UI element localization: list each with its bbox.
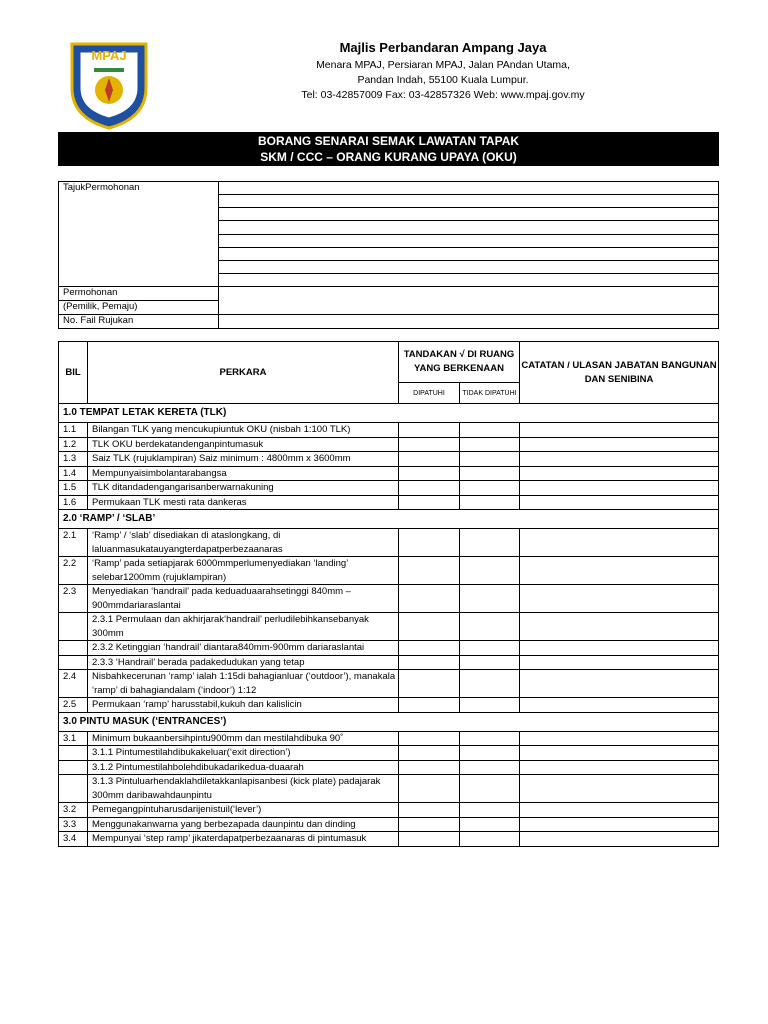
tidak-dipatuhi-cell[interactable] — [460, 775, 520, 803]
catatan-cell[interactable] — [520, 613, 719, 641]
catatan-cell[interactable] — [520, 529, 719, 557]
row-item: Mempunyai ‘step ramp’ jikaterdapatperbezaanaras di pintumasuk — [88, 832, 399, 847]
table-row — [59, 775, 719, 803]
row-item: 3.1.3 Pintuluarhendaklahdiletakkanlapisanbesi (kick plate) padajarak 300mm daribawahdaunpintu — [88, 775, 399, 803]
row-number: 1.4 — [59, 466, 88, 481]
tajuk-line[interactable] — [219, 273, 719, 286]
tidak-dipatuhi-cell[interactable] — [460, 613, 520, 641]
row-number: 2.1 — [59, 529, 88, 557]
tidak-dipatuhi-cell[interactable] — [460, 452, 520, 467]
dipatuhi-cell[interactable] — [399, 760, 460, 775]
catatan-cell[interactable] — [520, 557, 719, 585]
catatan-cell[interactable] — [520, 655, 719, 670]
table-row — [59, 698, 719, 713]
table-row — [59, 746, 719, 761]
table-row — [59, 557, 719, 585]
section-title: 3.0 PINTU MASUK (‘ENTRANCES’) — [59, 712, 719, 731]
label-fail: No. Fail Rujukan — [59, 315, 219, 329]
row-item: Nisbahkecerunan ‘ramp’ ialah 1:15di bahagianluar (‘outdoor’), manakala ‘ramp’ di bahagiandalam (‘indoor’) 1:12 — [88, 670, 399, 698]
dipatuhi-cell[interactable] — [399, 437, 460, 452]
col-tandakan: TANDAKAN √ DI RUANG YANG BERKENAAN — [399, 342, 520, 383]
tidak-dipatuhi-cell[interactable] — [460, 760, 520, 775]
dipatuhi-cell[interactable] — [399, 731, 460, 746]
tajuk-line[interactable] — [219, 182, 719, 195]
row-number — [59, 655, 88, 670]
tidak-dipatuhi-cell[interactable] — [460, 832, 520, 847]
dipatuhi-cell[interactable] — [399, 613, 460, 641]
label-tajuk: TajukPermohonan — [59, 182, 219, 287]
row-number: 3.2 — [59, 803, 88, 818]
row-item: Permukaan ‘ramp’ harusstabil,kukuh dan kalislicin — [88, 698, 399, 713]
form-title-line-1: BORANG SENARAI SEMAK LAWATAN TAPAK — [257, 134, 520, 148]
tidak-dipatuhi-cell[interactable] — [460, 698, 520, 713]
dipatuhi-cell[interactable] — [399, 803, 460, 818]
dipatuhi-cell[interactable] — [399, 452, 460, 467]
row-item: TLK OKU berdekatandenganpintumasuk — [88, 437, 399, 452]
row-number: 2.5 — [59, 698, 88, 713]
address-line-1: Menara MPAJ, Persiaran MPAJ, Jalan PAndan Utama, — [316, 59, 570, 71]
tidak-dipatuhi-cell[interactable] — [460, 466, 520, 481]
dipatuhi-cell[interactable] — [399, 557, 460, 585]
catatan-cell[interactable] — [520, 803, 719, 818]
dipatuhi-cell[interactable] — [399, 423, 460, 438]
row-item: 2.3.3 ‘Handrail’ berada padakedudukan yang tetap — [88, 655, 399, 670]
table-row — [59, 452, 719, 467]
tidak-dipatuhi-cell[interactable] — [460, 423, 520, 438]
row-number: 1.6 — [59, 495, 88, 510]
tajuk-line[interactable] — [219, 260, 719, 273]
tajuk-line[interactable] — [219, 221, 719, 234]
logo-text: MPAJ — [91, 48, 127, 63]
row-item: Minimum bukaanbersihpintu900mm dan mestilahdibuka 90˚ — [88, 731, 399, 746]
label-pemohon-sub: (Pemilik, Pemaju) — [59, 301, 219, 315]
table-row — [59, 613, 719, 641]
tidak-dipatuhi-cell[interactable] — [460, 641, 520, 656]
row-item: 3.1.1 Pintumestilahdibukakeluar(‘exit direction’) — [88, 746, 399, 761]
col-dipatuhi: DIPATUHI — [399, 383, 460, 404]
catatan-cell[interactable] — [520, 641, 719, 656]
tidak-dipatuhi-cell[interactable] — [460, 529, 520, 557]
row-item: TLK ditandadengangarisanberwarnakuning — [88, 481, 399, 496]
row-item: 2.3.1 Permulaan dan akhirjarak‘handrail’ perludilebihkansebanyak 300mm — [88, 613, 399, 641]
application-info-table — [58, 181, 719, 329]
tajuk-line[interactable] — [219, 247, 719, 260]
checklist-table — [58, 341, 719, 847]
row-number — [59, 775, 88, 803]
catatan-cell[interactable] — [520, 698, 719, 713]
col-catatan: CATATAN / ULASAN JABATAN BANGUNAN DAN SENIBINA — [520, 342, 719, 404]
catatan-cell[interactable] — [520, 437, 719, 452]
row-item: Menyediakan ‘handrail’ pada keduaduaarahsetinggi 840mm – 900mmdariaraslantai — [88, 585, 399, 613]
section-header — [59, 510, 719, 529]
tidak-dipatuhi-cell[interactable] — [460, 495, 520, 510]
table-row — [59, 670, 719, 698]
table-row — [59, 817, 719, 832]
row-item: 3.1.2 Pintumestilahbolehdibukadarikedua-duaarah — [88, 760, 399, 775]
tidak-dipatuhi-cell[interactable] — [460, 437, 520, 452]
mpaj-logo — [64, 38, 154, 130]
row-item: ‘Ramp’ pada setiapjarak 6000mmperlumenyediakan ‘landing’ selebar1200mm (rujuklampiran) — [88, 557, 399, 585]
section-header — [59, 712, 719, 731]
col-perkara: PERKARA — [88, 342, 399, 404]
row-item: Mempunyaisimbolantarabangsa — [88, 466, 399, 481]
row-number — [59, 746, 88, 761]
catatan-cell[interactable] — [520, 495, 719, 510]
dipatuhi-cell[interactable] — [399, 746, 460, 761]
row-item: Pemegangpintuharusdarijenistuil(‘lever’) — [88, 803, 399, 818]
dipatuhi-cell[interactable] — [399, 655, 460, 670]
dipatuhi-cell[interactable] — [399, 775, 460, 803]
catatan-cell[interactable] — [520, 817, 719, 832]
dipatuhi-cell[interactable] — [399, 529, 460, 557]
tajuk-line[interactable] — [219, 195, 719, 208]
org-name: Majlis Perbandaran Ampang Jaya — [339, 40, 547, 55]
catatan-cell[interactable] — [520, 731, 719, 746]
dipatuhi-cell[interactable] — [399, 817, 460, 832]
tidak-dipatuhi-cell[interactable] — [460, 557, 520, 585]
tidak-dipatuhi-cell[interactable] — [460, 803, 520, 818]
tajuk-line[interactable] — [219, 234, 719, 247]
row-number: 1.1 — [59, 423, 88, 438]
table-row — [59, 529, 719, 557]
dipatuhi-cell[interactable] — [399, 481, 460, 496]
fail-field[interactable] — [219, 315, 719, 329]
row-item: Saiz TLK (rujuklampiran) Saiz minimum : 4800mm x 3600mm — [88, 452, 399, 467]
catatan-cell[interactable] — [520, 832, 719, 847]
dipatuhi-cell[interactable] — [399, 832, 460, 847]
table-row — [59, 655, 719, 670]
row-item: Bilangan TLK yang mencukupiuntuk OKU (nisbah 1:100 TLK) — [88, 423, 399, 438]
table-row — [59, 423, 719, 438]
row-item: Menggunakanwarna yang berbezapada daunpintu dan dinding — [88, 817, 399, 832]
section-title: 2.0 ‘RAMP’ / ‘SLAB’ — [59, 510, 719, 529]
dipatuhi-cell[interactable] — [399, 585, 460, 613]
table-row — [59, 731, 719, 746]
pemohon-field[interactable] — [219, 287, 719, 315]
catatan-cell[interactable] — [520, 760, 719, 775]
table-row — [59, 495, 719, 510]
tidak-dipatuhi-cell[interactable] — [460, 585, 520, 613]
col-bil: BIL — [59, 342, 88, 404]
catatan-cell[interactable] — [520, 466, 719, 481]
table-row — [59, 803, 719, 818]
form-title-bar — [58, 132, 719, 166]
catatan-cell[interactable] — [520, 775, 719, 803]
row-item: 2.3.2 Ketinggian ‘handrail’ diantara840mm-900mm dariaraslantai — [88, 641, 399, 656]
table-row — [59, 481, 719, 496]
catatan-cell[interactable] — [520, 746, 719, 761]
catatan-cell[interactable] — [520, 423, 719, 438]
letterhead — [258, 40, 628, 103]
dipatuhi-cell[interactable] — [399, 495, 460, 510]
catatan-cell[interactable] — [520, 670, 719, 698]
tidak-dipatuhi-cell[interactable] — [460, 481, 520, 496]
table-row — [59, 641, 719, 656]
section-header — [59, 404, 719, 423]
table-row — [59, 832, 719, 847]
dipatuhi-cell[interactable] — [399, 641, 460, 656]
row-number: 3.4 — [59, 832, 88, 847]
contact-line: Tel: 03-42857009 Fax: 03-42857326 Web: www.mpaj.gov.my — [301, 89, 585, 101]
label-pemohon: Permohonan — [59, 287, 219, 301]
table-row — [59, 760, 719, 775]
section-title: 1.0 TEMPAT LETAK KERETA (TLK) — [59, 404, 719, 423]
row-item: Permukaan TLK mesti rata dankeras — [88, 495, 399, 510]
catatan-cell[interactable] — [520, 452, 719, 467]
col-tidak-dipatuhi: TIDAK DIPATUHI — [460, 383, 520, 404]
tidak-dipatuhi-cell[interactable] — [460, 670, 520, 698]
table-row — [59, 437, 719, 452]
row-number: 2.3 — [59, 585, 88, 613]
row-number: 3.3 — [59, 817, 88, 832]
tidak-dipatuhi-cell[interactable] — [460, 746, 520, 761]
row-number — [59, 760, 88, 775]
row-number: 2.4 — [59, 670, 88, 698]
row-number: 1.5 — [59, 481, 88, 496]
row-number: 1.3 — [59, 452, 88, 467]
row-number — [59, 613, 88, 641]
row-number: 2.2 — [59, 557, 88, 585]
row-number — [59, 641, 88, 656]
tidak-dipatuhi-cell[interactable] — [460, 817, 520, 832]
table-row — [59, 466, 719, 481]
catatan-cell[interactable] — [520, 585, 719, 613]
tidak-dipatuhi-cell[interactable] — [460, 655, 520, 670]
catatan-cell[interactable] — [520, 481, 719, 496]
dipatuhi-cell[interactable] — [399, 670, 460, 698]
address-line-2: Pandan Indah, 55100 Kuala Lumpur. — [357, 74, 529, 86]
dipatuhi-cell[interactable] — [399, 698, 460, 713]
tidak-dipatuhi-cell[interactable] — [460, 731, 520, 746]
row-number: 3.1 — [59, 731, 88, 746]
dipatuhi-cell[interactable] — [399, 466, 460, 481]
row-number: 1.2 — [59, 437, 88, 452]
form-title-line-2: SKM / CCC – ORANG KURANG UPAYA (OKU) — [260, 150, 517, 164]
table-row — [59, 585, 719, 613]
row-item: ‘Ramp’ / ‘slab’ disediakan di ataslongkang, di laluanmasukatauyangterdapatperbezaanaras — [88, 529, 399, 557]
tajuk-line[interactable] — [219, 208, 719, 221]
